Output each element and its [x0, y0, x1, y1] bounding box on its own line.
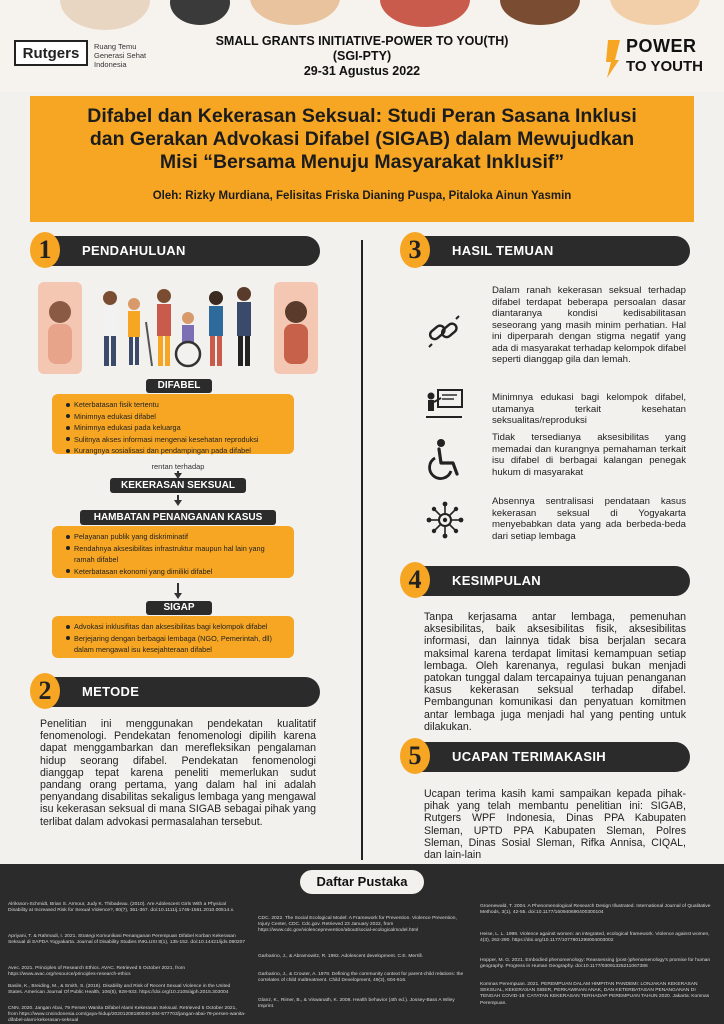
section-number: 3: [400, 232, 430, 268]
event-date: 29-31 Agustus 2022: [303, 64, 421, 78]
power-to-youth-logo: [604, 36, 714, 82]
title-banner: [30, 96, 694, 222]
terimakasih-text: Ucapan terima kasih kami sampaikan kepada pihak-pihak yang telah membantu penelitian ini: SIGAB, Rutgers WPF Indonesia, Dinas PPA Kabupaten Sleman, UPTD PPA Kabupaten Sleman, Polres Sleman, Dinas Sosial Sleman, Rifka Annisa, CIQAL, dan lain-lain: [424, 788, 686, 862]
section-title: PENDAHULUAN: [82, 243, 186, 258]
header-decoration: [60, 0, 150, 30]
event-name: SMALL GRANTS INITIATIVE-POWER TO YOU(TH): [215, 34, 509, 48]
event-info: [200, 34, 524, 79]
finding-text: Minimnya edukasi bagi kelompok difabel, utamanya terkait kesehatan seksualitas/reproduksi: [492, 392, 686, 426]
section-header-ucapan-terimakasih: [408, 742, 690, 772]
finding-text: Dalam ranah kekerasan seksual terhadap difabel terdapat beberapa persoalan dasar diantaranya kondisi kedisabilitasan seseorang yang masih minim perhatian. Hal ini diperparah dengan stigma negatif yang ada di masyarakat terhadap kelompok difabel seperti dianggap gila dan lemah.: [492, 285, 686, 365]
references-title: Daftar Pustaka: [300, 870, 424, 894]
poster-header: [0, 0, 724, 92]
reference-entry: Alriksson-Schmidt, Brian S. Armour, Judy K. Thibadeau. (2010). Are Adolescent Girls With a Physical Disability at Increased Risk for Sexual Violence?, 80(7), 361-367. doi:10.1111/j.1746-1561.2010.00514.x.: [8, 902, 235, 914]
flow-arrow: [177, 471, 179, 475]
kekerasan-seksual-label: KEKERASAN SEKSUAL: [110, 478, 246, 493]
finding-text: Absennya sentralisasi pendataan kasus kekerasan seksual di Yogyakarta menyebabkan data yang ada berbeda-beda dari setiap lembaga: [492, 496, 686, 542]
power-to-youth-mark-icon: [604, 38, 622, 78]
reference-entry: Hopper, M. G. 2021. Embodied phenomenology: Reassessing (post-)phenomenology's promise for human geography. Progress in Human Geography. doi:10.1177/03091325211067386: [480, 958, 711, 970]
difabel-item: Kurangnya sosialisasi dan pendampingan pada difabel: [66, 445, 286, 457]
flow-arrow: [177, 495, 179, 502]
reference-entry: Glanz, K., Rimer, B., & Viswanath, K. 2008. Health behavior (4th ed.). Jossey-Bass A Wiley Imprint.: [258, 998, 455, 1010]
section-title: HASIL TEMUAN: [452, 243, 554, 258]
hambatan-item: Pelayanan publik yang diskriminatif: [66, 531, 286, 543]
reference-entry: Apriyani, T. & Rahmadi, I. 2021. Strategi Komunikasi Penanganan Perempuan Difabel Korban Kekerasan Seksual di SAPDA Yogyakarta. Journal of Disability Studies INKLUSI 8(1), 135-152. doi:10.14421/ijds.080207: [8, 934, 246, 946]
metode-text: Penelitian ini menggunakan pendekatan kualitatif fenomenologi. Pendekatan fenomenologi dipilih karena dapat menggambarkan dan merefleksikan pengalaman hidup seorang difabel. Pendekatan fenomenologi dianggap tepat karena peneliti memerlukan sudut pandang orang pertama, yang dalam hal ini adalah penyandang disabilitas sekaligus lembaga yang mengawal isu kekerasan seksual di mana SIGAB sebagai pihak yang terlibat dalam advokasi permasalahan tersebut.: [40, 718, 316, 828]
section-title: UCAPAN TERIMAKASIH: [452, 749, 606, 764]
network-icon: [425, 500, 465, 540]
section-header-hasil-temuan: [408, 236, 690, 266]
section-title: KESIMPULAN: [452, 573, 541, 588]
difabel-people-illustration: [38, 282, 318, 374]
presentation-icon: [424, 388, 464, 420]
sigap-label: SIGAP: [146, 601, 212, 615]
title-line: Difabel dan Kekerasan Seksual: Studi Peran Sasana Inklusi: [87, 105, 637, 127]
section-number: 1: [30, 232, 60, 268]
references-section: [0, 864, 724, 1024]
chain-link-icon: [426, 314, 462, 350]
header-decoration: [380, 0, 470, 27]
reference-entry: Groenewald, T. 2004. A Phenomenological Research Design Illustrated. International Journal of Qualitative Methods, 3(1), 42-55. doi:10.1177/160940690400300104: [480, 904, 711, 916]
finding-text: Tidak tersedianya aksesibilitas yang memadai dan kurangnya pemahaman terkait isu difabel di berbagai kalangan penegak hukum di masyarakat: [492, 432, 686, 478]
hambatan-item: Rendahnya aksesibilitas infrastruktur maupun hal lain yang ramah difabel: [66, 543, 286, 566]
difabel-box: [52, 394, 294, 454]
section-number: 4: [400, 562, 430, 598]
difabel-item: Sulitnya akses informasi mengenai kesehatan reproduksi: [66, 434, 286, 446]
hambatan-label: HAMBATAN PENANGANAN KASUS: [80, 510, 276, 525]
reference-entry: CNN. 2020. Jangan Abai, 79 Persen Wanita Difabel Alami Kekerasan Seksual. Retrieved 5 October 2021, from https://www.cnnindonesia.com/gaya-hidup/20201208180040-284-577703/jangan-abai-79-persen-wanita-difabel-alami-kekerasan-seksual: [8, 1006, 246, 1024]
header-decoration: [170, 0, 230, 25]
kesimpulan-text: Tanpa kerjasama antar lembaga, pemenuhan aksesibilitas, baik aksesibilitas fisik, aksesibilitas informasi, dan lainnya tidak bisa berjalan secara maksimal karena terdapat limitasi kemampuan setiap lembaga. Oleh karenanya, regulasi bukan menjadi patokan tunggal dalam tercapainya tujuan penanganan kasus kekerasan seksual terhadap difabel. Pembangunan komunikasi dan penyatuan komitmen antar lembaga juga menjadi hal yang penting untuk dilakukan.: [424, 611, 686, 733]
difabel-label: DIFABEL: [146, 379, 212, 393]
section-header-kesimpulan: [408, 566, 690, 596]
tagline-line: Generasi Sehat: [94, 51, 147, 60]
section-header-metode: [38, 677, 320, 707]
reference-entry: Basile, K., Breiding, M., & Smith, S. (2016). Disability and Risk of Recent Sexual Violence in the United States. American Journal Of Public Health, 106(5), 928-933. https://doi.org/10.2105/ajph.2015.303004: [8, 984, 231, 996]
reference-entry: Avec. 2021. Principles of Research Ethics. AVAC. Retrieved 5 October 2021, from https://www.avac.org/resource/principles-research-ethics: [8, 966, 185, 978]
event-acronym: (SGI-PTY): [332, 49, 392, 63]
section-number: 5: [400, 738, 430, 774]
flow-arrow: [177, 583, 179, 595]
reference-entry: Garbarino, J., & Crouter, A. 1978. Defining the community context for parent-child relations: the correlates of child maltreatment. Child Development, 49(3), 604-616.: [258, 972, 464, 984]
header-decoration: [610, 0, 700, 25]
sigap-box: [52, 616, 294, 658]
title-line: dan Gerakan Advokasi Difabel (SIGAB) dalam Mewujudkan: [89, 128, 635, 150]
pty-logo-line2: TO YOUTH: [626, 58, 703, 75]
sigap-item: Berjejaring dengan berbagai lembaga (NGO, Pemerintah, dll) dalam mengawal isu kesejahteraan difabel: [66, 633, 286, 656]
section-number: 2: [30, 673, 60, 709]
difabel-item: Keterbatasan fisik tertentu: [66, 399, 286, 411]
section-header-pendahuluan: [38, 236, 320, 266]
hambatan-box: [52, 526, 294, 578]
poster-title: [30, 105, 694, 174]
reference-entry: CDC. 2022. The Social Ecological Model: A Framework for Prevention. Violence Prevention, Injury Center, CDC. Cdc.gov. Retrieved 23 January 2022, from https://www.cdc.gov/violenceprevention/about/social-ecologicalmodel.html: [258, 916, 457, 934]
header-decoration: [500, 0, 580, 25]
column-divider: [361, 240, 363, 860]
tagline-line: Indonesia: [94, 60, 127, 69]
rentan-terhadap-label: rentan terhadap: [151, 462, 205, 471]
rutgers-logo: Rutgers: [14, 40, 88, 66]
difabel-item: Minimnya edukasi difabel: [66, 411, 286, 423]
wheelchair-icon: [428, 438, 462, 480]
difabel-item: Minimnya edukasi pada keluarga: [66, 422, 286, 434]
rutgers-tagline: [94, 42, 174, 69]
header-decoration: [250, 0, 340, 25]
tagline-line: Ruang Temu: [94, 42, 137, 51]
section-title: METODE: [82, 684, 140, 699]
reference-entry: Garbarino, J., & Abramowitz, R. 1992. Adolescent development. C.E. Merrill.: [258, 954, 423, 959]
pty-logo-line1: POWER: [626, 36, 697, 56]
sigap-item: Advokasi inklusifitas dan aksesibilitas bagi kelompok difabel: [66, 621, 286, 633]
reference-entry: Komnas Perempuan. 2021. PEREMPUAN DALAM HIMPITAN PANDEMI: LONJAKAN KEKERASAN SEKSUAL, KEKERASAN SIBER, PERKAWINAN ANAK, DAN KETERBATASAN PENANGANAN DI TENGAH COVID-19: CATATAN KEKERASAN TERHADAP PEREMPUAN TAHUN 2020. Jakarta: Komnas Perempuan.: [480, 982, 710, 1006]
title-line: Misi “Bersama Menuju Masyarakat Inklusif”: [159, 151, 565, 173]
reference-entry: Heise, L. L. 1998. Violence against women: an integrated, ecological framework. Violence against women, 4(3), 262-290. https://doi.org/10.1177/1077801298004003002: [480, 932, 710, 944]
authors: Oleh: Rizky Murdiana, Felisitas Friska Dianing Puspa, Pitaloka Ainun Yasmin: [152, 190, 572, 202]
hambatan-item: Keterbatasan ekonomi yang dimiliki difabel: [66, 566, 286, 578]
